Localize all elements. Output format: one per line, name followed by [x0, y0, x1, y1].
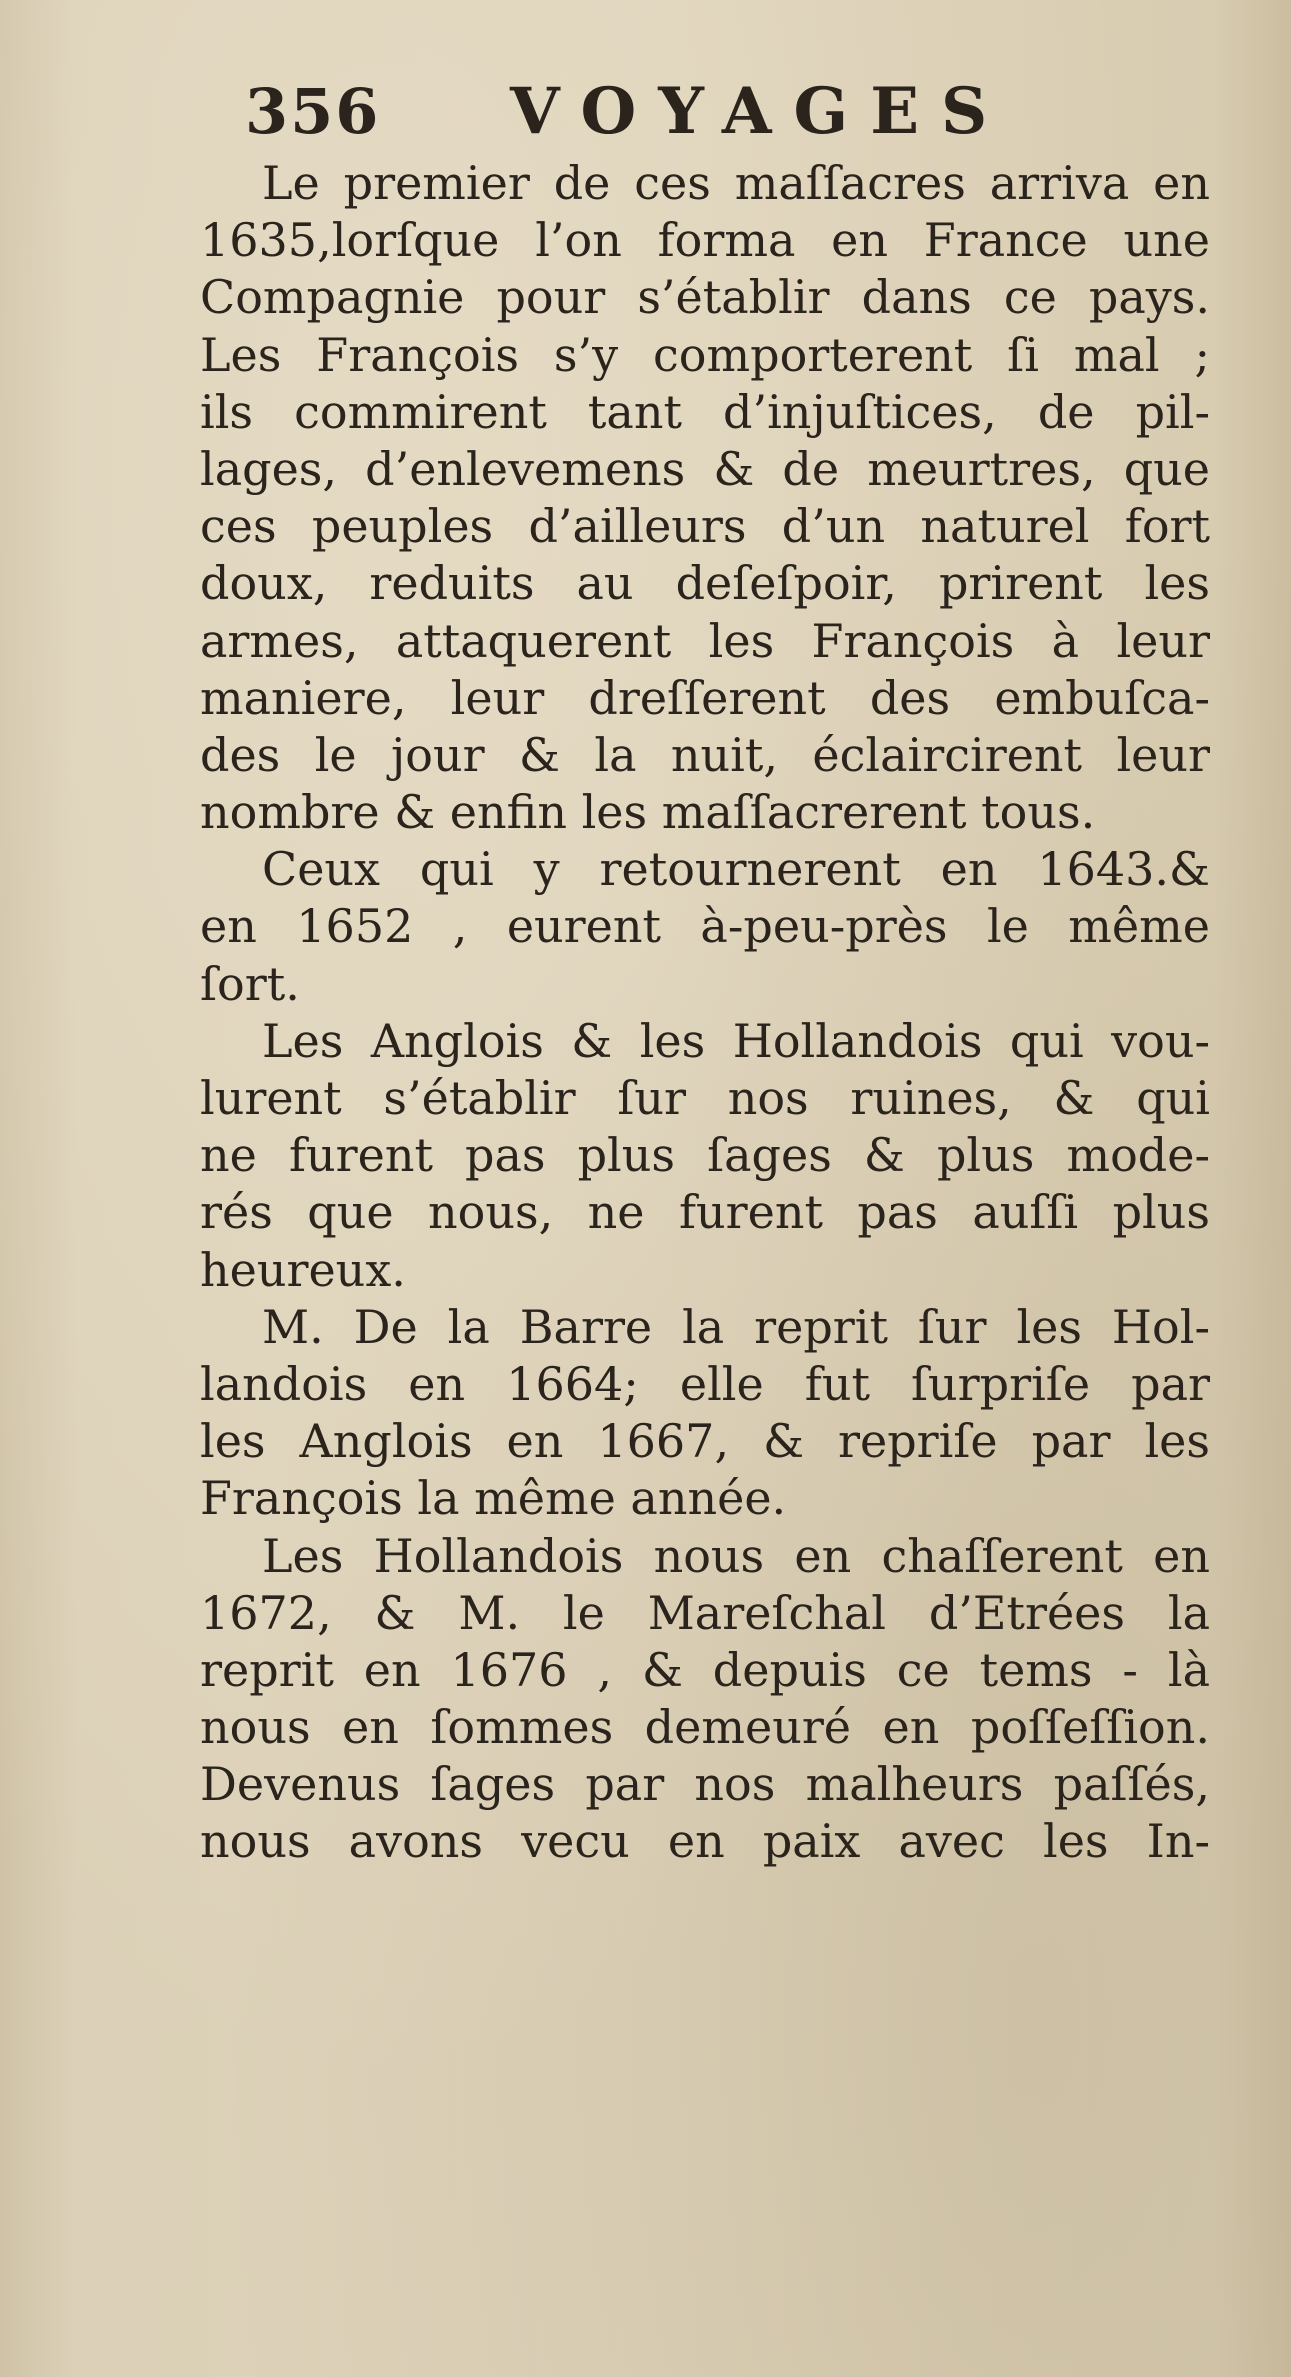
text-line: maniere, leur dreſſerent des embuſca- [200, 670, 1210, 725]
text-line: nombre & enfin les maſſacrerent tous. [200, 785, 1096, 840]
text-line: doux, reduits au deſeſpoir, prirent les [200, 556, 1210, 611]
text-line: lages, d’enlevemens & de meurtres, que [200, 441, 1210, 496]
text-line: rés que nous, ne furent pas auſſi plus [200, 1185, 1210, 1240]
page-number: 356 [245, 75, 381, 148]
text-line: Devenus ſages par nos malheurs paſſés, [200, 1757, 1210, 1812]
text-line: landois en 1664; elle fut ſurpriſe par [200, 1356, 1210, 1411]
text-line: heureux. [200, 1242, 406, 1297]
text-line: François la même année. [200, 1471, 787, 1526]
text-line: ils commirent tant d’injuſtices, de pil- [200, 384, 1210, 439]
text-line: nous avons vecu en paix avec les In- [200, 1814, 1210, 1869]
body-text [200, 155, 1210, 1871]
text-line: Le premier de ces maſſacres arriva en [262, 156, 1210, 210]
running-title: VOYAGES [510, 74, 1010, 149]
text-line: Les Hollandois nous en chaſſerent en [262, 1528, 1210, 1583]
text-line: en 1652 , eurent à-peu-près le même [200, 899, 1210, 954]
text-line: ſort. [200, 956, 300, 1011]
text-line: ces peuples d’ailleurs d’un naturel fort [200, 499, 1210, 554]
text-line: reprit en 1676 , & depuis ce tems - là [200, 1642, 1210, 1697]
text-line: des le jour & la nuit, éclaircirent leur [200, 727, 1210, 782]
text-line: nous en ſommes demeuré en poſſeſſion. [200, 1700, 1210, 1755]
text-line: 1635,lorſque l’on forma en France une [200, 213, 1210, 268]
text-line: les Anglois en 1667, & repriſe par les [200, 1414, 1210, 1469]
text-line: M. De la Barre la reprit ſur les Hol- [262, 1299, 1210, 1354]
page-header [245, 72, 1045, 152]
text-line: Compagnie pour s’établir dans ce pays. [200, 270, 1210, 325]
text-line: 1672, & M. le Mareſchal d’Etrées la [200, 1585, 1210, 1640]
text-line: Les Anglois & les Hollandois qui vou- [262, 1013, 1210, 1068]
text-line: lurent s’établir ſur nos ruines, & qui [200, 1071, 1210, 1125]
text-line: armes, attaquerent les François à leur [200, 613, 1210, 668]
text-line: Les François s’y comporterent ſi mal ; [200, 327, 1210, 382]
text-line: Ceux qui y retournerent en 1643.& [262, 842, 1210, 897]
text-line: ne furent pas plus ſages & plus mode- [200, 1128, 1210, 1183]
